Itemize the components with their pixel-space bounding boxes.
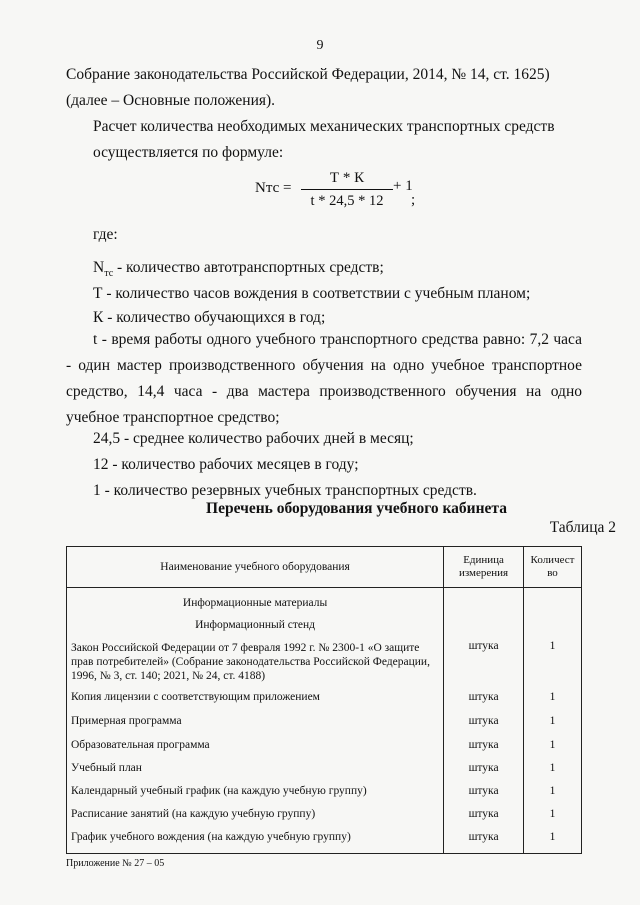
page-footer: Приложение № 27 – 05	[66, 858, 165, 869]
row-qty: 1	[524, 781, 582, 804]
row-qty: 1	[524, 635, 582, 687]
formula-denominator: t * 24,5 * 12	[310, 193, 384, 209]
row-qty: 1	[524, 687, 582, 711]
row-qty: 1	[524, 758, 582, 781]
row-unit: штука	[444, 735, 524, 758]
table-subsection-row	[67, 613, 582, 635]
formula-lhs: Nтс =	[255, 180, 292, 196]
table-row	[67, 804, 582, 827]
table-row	[67, 781, 582, 804]
definition-reserve: 1 - количество резервных учебных транспортных средств.	[93, 482, 477, 499]
row-unit: штука	[444, 781, 524, 804]
row-unit: штука	[444, 635, 524, 687]
definition-months: 12 - количество рабочих месяцев в году;	[93, 456, 359, 473]
row-qty: 1	[524, 711, 582, 735]
section-title: Информационные материалы	[67, 588, 444, 614]
empty-cell	[524, 613, 582, 635]
page-number: 9	[316, 38, 324, 53]
row-name: Примерная программа	[67, 711, 444, 735]
empty-cell	[444, 588, 524, 614]
table-header-row	[67, 547, 582, 588]
row-name: Учебный план	[67, 758, 444, 781]
definition-k: К - количество обучающихся в год;	[93, 309, 326, 326]
header-unit: Единица измерения	[444, 547, 524, 588]
empty-cell	[524, 588, 582, 614]
formula-semicolon: ;	[411, 192, 416, 208]
table-row	[67, 758, 582, 781]
table-row	[67, 711, 582, 735]
row-unit: штука	[444, 758, 524, 781]
header-qty: Количест во	[524, 547, 582, 588]
equipment-table	[66, 546, 582, 854]
subsection-title: Информационный стенд	[67, 613, 444, 635]
table-label: Таблица 2	[549, 519, 616, 536]
row-qty: 1	[524, 827, 582, 853]
row-unit: штука	[444, 827, 524, 853]
fraction-bar	[301, 189, 393, 190]
row-name: Закон Российской Федерации от 7 февраля 1992 г. № 2300-1 «О защите прав потребителей» (Собрание законодательства Российской Федерации, 1996, № 3, ст. 140; 2021, № 24, ст. 4188)	[67, 635, 444, 687]
table-row	[67, 687, 582, 711]
where-label: где:	[93, 226, 118, 243]
formula-plus-one: + 1	[393, 178, 413, 194]
formula-numerator: Т * К	[329, 170, 365, 186]
calculation-paragraph: Расчет количества необходимых механических транспортных средств осуществляется по формуле:	[93, 118, 555, 161]
row-qty: 1	[524, 804, 582, 827]
n-symbol: N	[93, 259, 105, 276]
table-row	[67, 635, 582, 687]
n-subscript: тс	[104, 268, 114, 280]
row-unit: штука	[444, 711, 524, 735]
n-text: - количество автотранспортных средств;	[113, 259, 384, 276]
row-unit: штука	[444, 687, 524, 711]
table-section-row	[67, 588, 582, 614]
definition-days: 24,5 - среднее количество рабочих дней в месяц;	[93, 430, 414, 447]
table-row	[67, 735, 582, 758]
empty-cell	[444, 613, 524, 635]
row-unit: штука	[444, 804, 524, 827]
section-heading: Перечень оборудования учебного кабинета	[206, 500, 507, 517]
row-name: Образовательная программа	[67, 735, 444, 758]
header-name: Наименование учебного оборудования	[67, 547, 444, 588]
row-name: Календарный учебный график (на каждую учебную группу)	[67, 781, 444, 804]
intro-paragraph: Собрание законодательства Российской Федерации, 2014, № 14, ст. 1625) (далее – Основные положения).	[66, 66, 550, 109]
formula-fraction	[297, 168, 397, 211]
row-name: Копия лицензии с соответствующим приложением	[67, 687, 444, 711]
definition-time: t - время работы одного учебного транспортного средства равно: 7,2 часа - один мастер производственного обучения на одно учебное транспортное средство, 14,4 часа - два мастера производственного обучения на одно учебное транспортное средство;	[66, 331, 582, 426]
table-row	[67, 827, 582, 853]
row-name: Расписание занятий (на каждую учебную группу)	[67, 804, 444, 827]
definition-t: Т - количество часов вождения в соответствии с учебным планом;	[93, 285, 531, 302]
row-name: График учебного вождения (на каждую учебную группу)	[67, 827, 444, 853]
row-qty: 1	[524, 735, 582, 758]
